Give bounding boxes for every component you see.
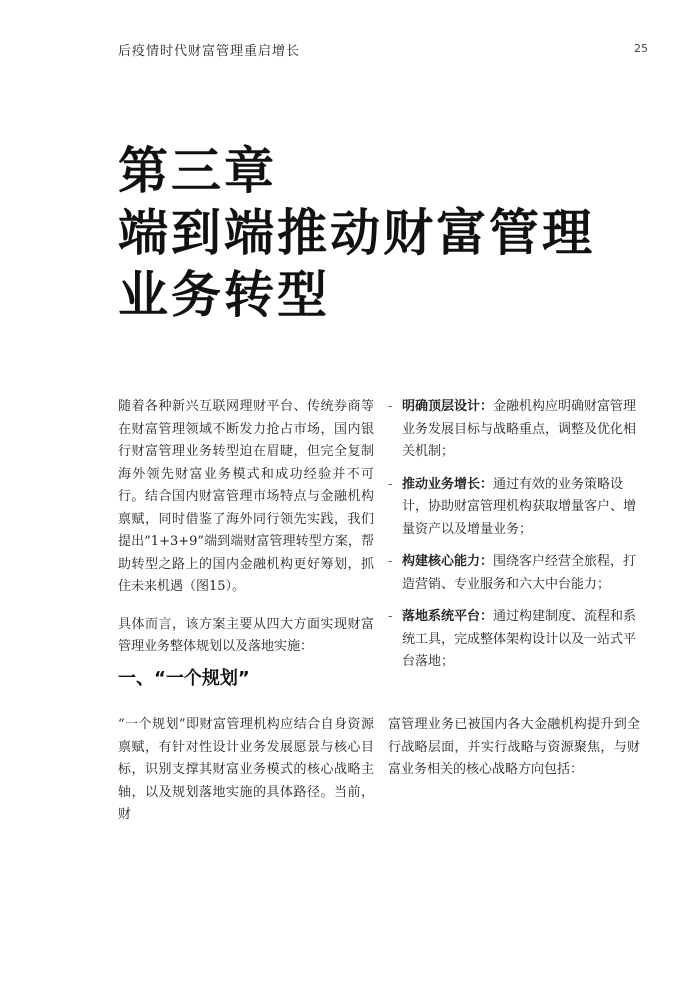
- section-paragraph-left: “一个规划”即财富管理机构应结合自身资源禀赋，有针对性设计业务发展愿景与核心目标，识别支撑其财富业务模式的核心战略主轴，以及规划落地实施的具体路径。当前，财: [118, 717, 374, 822]
- bullet-text: 围绕客户经营全旅程，打造营销、专业服务和六大中台能力；: [402, 554, 637, 592]
- bullet-dash: -: [388, 399, 393, 414]
- intro-paragraph-2: 具体而言，该方案主要从四大方面实现财富管理业务整体规划以及落地实施：: [118, 616, 374, 654]
- running-header-title: 后疫情时代财富管理重启增长: [118, 44, 301, 59]
- bullet-item-top-level-design: [388, 396, 640, 464]
- bullet-dash: -: [388, 476, 393, 492]
- bullet-term: 推动业务增长：: [402, 476, 494, 492]
- page-number: 25: [634, 42, 648, 55]
- bullet-item-system-platform: [388, 606, 640, 674]
- bullet-text: 金融机构应明确财富管理业务发展目标与战略重点，调整及优化相关机制；: [402, 399, 637, 459]
- bullet-term: 明确顶层设计：: [402, 399, 494, 414]
- bullet-term: 落地系统平台：: [402, 609, 494, 624]
- chapter-title-line-2: 端到端推动财富管理: [118, 203, 595, 262]
- bullet-term: 构建核心能力：: [402, 554, 494, 569]
- chapter-title: [118, 140, 595, 326]
- section-heading: 一、“一个规划”: [118, 668, 250, 689]
- bullet-list: [388, 396, 640, 684]
- intro-paragraph-1: 随着各种新兴互联网理财平台、传统券商等在财富管理领域不断发力抢占市场，国内银行财富管理业务转型迫在眉睫，但完全复制海外领先财富业务模式和成功经验并不可行。结合国内财富管理市场特点与金融机构禀赋，同时借鉴了海外同行领先实践，我们提出“1+3+9”端到端财富管理转型方案，帮助转型之路上的国内金融机构更好筹划，抓住未来机遇（图15）。: [118, 399, 374, 594]
- chapter-title-line-1: 第三章: [118, 141, 277, 200]
- section-paragraph-right: 富管理业务已被国内各大金融机构提升到全行战略层面，并实行战略与资源聚焦，与财富业务相关的核心战略方向包括：: [388, 717, 640, 777]
- intro-column: [118, 396, 374, 674]
- bullet-dash: -: [388, 609, 393, 624]
- chapter-title-line-3: 业务转型: [118, 265, 330, 324]
- bullet-dash: -: [388, 554, 393, 569]
- bullet-text: 通过有效的业务策略设计，协助财富管理机构获取增量客户、增量资产以及增量业务；: [402, 476, 637, 537]
- bullet-item-core-capabilities: [388, 551, 640, 596]
- bullet-text: 通过构建制度、流程和系统工具，完成整体架构设计以及一站式平台落地；: [402, 609, 637, 669]
- bullet-item-business-growth: [388, 474, 640, 542]
